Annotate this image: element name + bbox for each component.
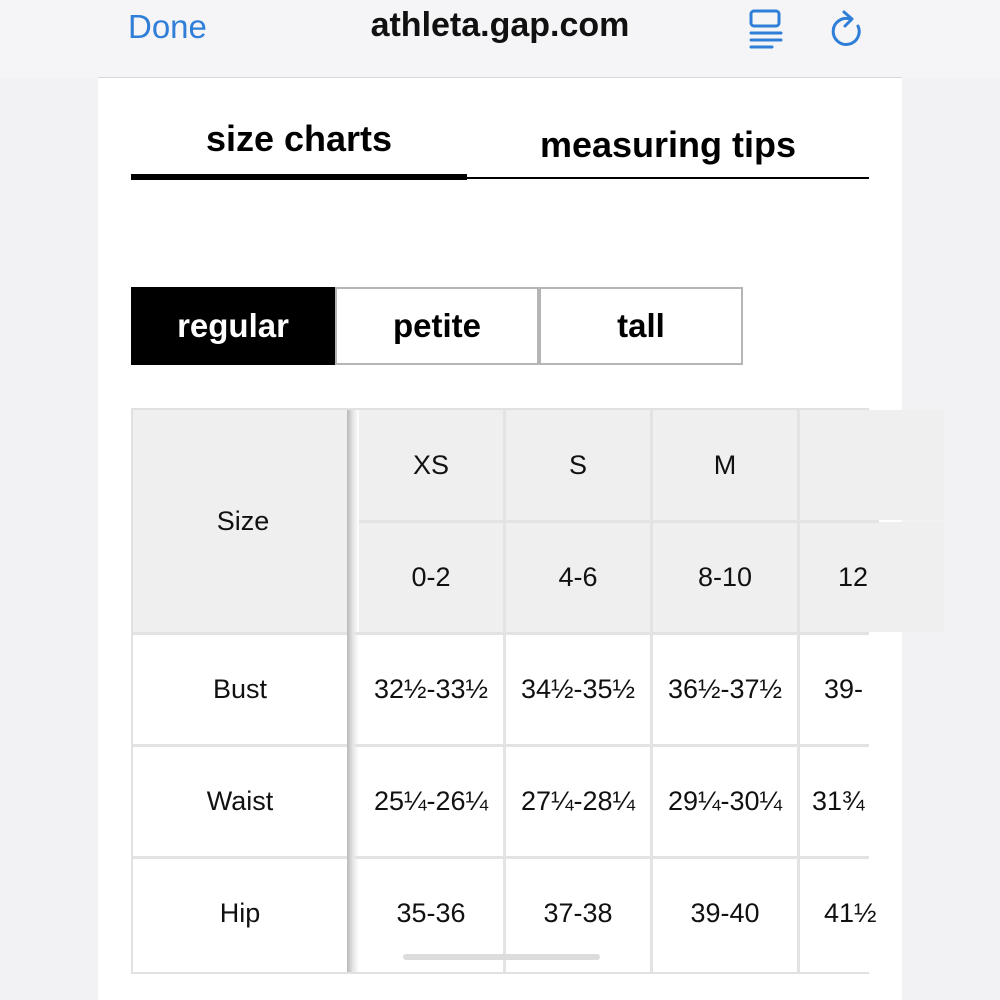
hip-l: 41½ (824, 897, 877, 928)
grid-line (133, 856, 869, 859)
tab-size-charts[interactable]: size charts (205, 118, 393, 159)
bust-xs: 32½-33½ (373, 673, 489, 704)
hip-s: 37-38 (543, 897, 613, 928)
grid-line (797, 410, 800, 972)
size-letter-s: S (506, 410, 650, 520)
fit-petite-button[interactable]: petite (335, 287, 539, 365)
size-letter-m: M (653, 410, 797, 520)
bust-m: 36½-37½ (667, 673, 783, 704)
frozen-column-shadow (347, 410, 359, 972)
size-number-m: 8-10 (653, 522, 797, 632)
size-letter-xs: XS (359, 410, 503, 520)
bust-s: 34½-35½ (520, 673, 636, 704)
bust-l: 39- (824, 673, 864, 704)
chart-tabs (131, 118, 869, 180)
waist-l: 31¾ (812, 785, 865, 816)
grid-line (133, 632, 869, 635)
size-chart-panel (98, 78, 902, 1000)
size-number-l: 12 (800, 522, 944, 632)
done-button[interactable]: Done (128, 8, 207, 45)
grid-line (503, 410, 506, 972)
fit-regular-button[interactable]: regular (131, 287, 335, 365)
size-corner-cell: Size (133, 410, 353, 632)
tab-measuring-tips[interactable]: measuring tips (539, 124, 797, 165)
size-letter-l (800, 410, 944, 520)
browser-toolbar (0, 0, 1000, 78)
size-table[interactable] (131, 408, 877, 974)
size-number-s: 4-6 (506, 522, 650, 632)
active-tab-indicator (131, 174, 467, 180)
reader-view-icon[interactable] (748, 8, 784, 55)
address-url[interactable]: athleta.gap.com (370, 6, 630, 44)
fit-tall-button[interactable]: tall (539, 287, 743, 365)
waist-xs: 25¼-26¼ (373, 785, 489, 816)
row-label-bust: Bust (212, 673, 268, 704)
waist-m: 29¼-30¼ (667, 785, 783, 816)
hip-xs: 35-36 (396, 897, 466, 928)
grid-line (133, 744, 869, 747)
size-number-xs: 0-2 (359, 522, 503, 632)
waist-s: 27¼-28¼ (520, 785, 636, 816)
horizontal-scrollbar[interactable] (403, 954, 600, 960)
grid-line (359, 520, 879, 523)
fit-selector (131, 287, 743, 365)
grid-line (650, 410, 653, 972)
row-label-hip: Hip (219, 897, 261, 928)
reload-icon[interactable] (828, 8, 868, 57)
row-label-waist: Waist (206, 785, 274, 816)
hip-m: 39-40 (690, 897, 760, 928)
